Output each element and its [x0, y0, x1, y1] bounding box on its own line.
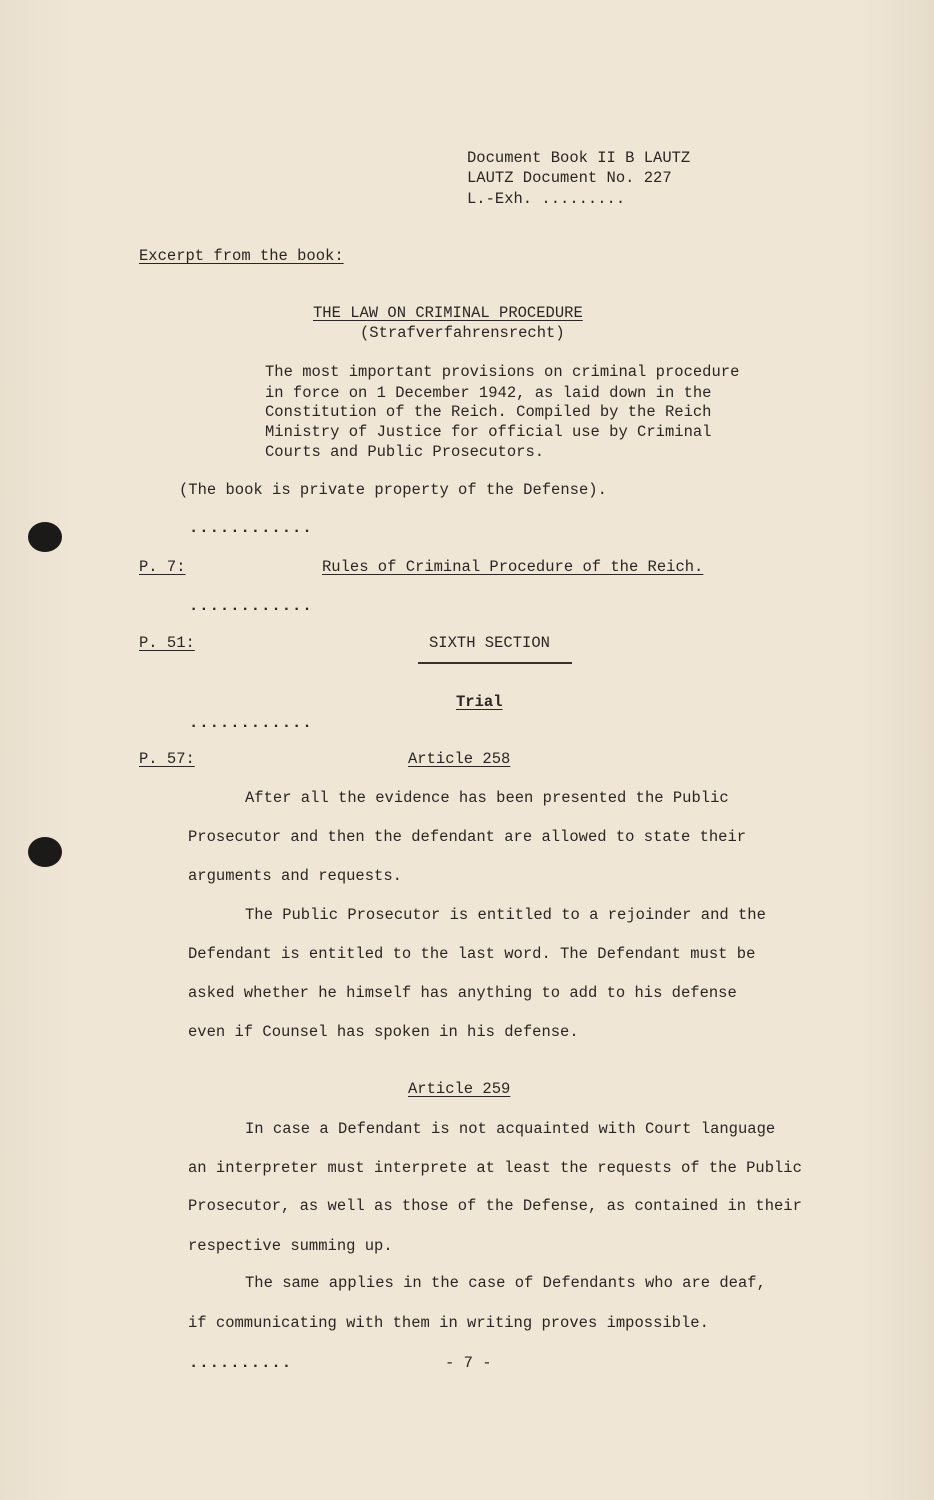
punch-hole-top [28, 522, 62, 552]
separator-dots: .......... [189, 1354, 293, 1372]
separator-dots: ............ [189, 519, 313, 537]
description-line: Ministry of Justice for official use by Criminal [265, 423, 712, 441]
page-ref-51: P. 51: [139, 634, 195, 652]
header-line-2: LAUTZ Document No. 227 [467, 169, 672, 187]
book-title: THE LAW ON CRIMINAL PROCEDURE [313, 304, 583, 322]
article-line: Defendant is entitled to the last word. The Defendant must be [188, 945, 756, 963]
article-line: respective summing up. [188, 1237, 393, 1255]
section-underline [418, 662, 572, 664]
article-line: even if Counsel has spoken in his defense. [188, 1023, 579, 1041]
article-line: The Public Prosecutor is entitled to a rejoinder and the [245, 906, 766, 924]
page-ref-7: P. 7: [139, 558, 186, 576]
header-line-1: Document Book II B LAUTZ [467, 149, 691, 167]
article-259-heading: Article 259 [408, 1080, 511, 1098]
article-line: In case a Defendant is not acquainted with Court language [245, 1120, 776, 1138]
article-line: if communicating with them in writing proves impossible. [188, 1314, 709, 1332]
rules-heading: Rules of Criminal Procedure of the Reich. [322, 558, 704, 576]
article-258-heading: Article 258 [408, 750, 511, 768]
excerpt-label: Excerpt from the book: [139, 247, 344, 265]
sixth-section-heading: SIXTH SECTION [429, 634, 550, 652]
book-subtitle: (Strafverfahrensrecht) [360, 324, 565, 342]
article-line: The same applies in the case of Defendants who are deaf, [245, 1274, 766, 1292]
article-line: Prosecutor and then the defendant are allowed to state their [188, 828, 747, 846]
description-line: Constitution of the Reich. Compiled by the Reich [265, 403, 712, 421]
description-line: in force on 1 December 1942, as laid down in the [265, 384, 712, 402]
article-line: Prosecutor, as well as those of the Defense, as contained in their [188, 1197, 802, 1215]
article-line: arguments and requests. [188, 867, 402, 885]
page-ref-57: P. 57: [139, 750, 195, 768]
page-number: - 7 - [445, 1354, 492, 1372]
separator-dots: ............ [189, 597, 313, 615]
article-line: After all the evidence has been presented the Public [245, 789, 729, 807]
article-line: asked whether he himself has anything to add to his defense [188, 984, 737, 1002]
header-line-3: L.-Exh. ......... [467, 190, 626, 208]
punch-hole-bottom [28, 837, 62, 867]
separator-dots: ............ [189, 714, 313, 732]
trial-heading: Trial [456, 693, 503, 711]
description-line: Courts and Public Prosecutors. [265, 443, 545, 461]
ownership-note: (The book is private property of the Defense). [179, 481, 607, 499]
article-line: an interpreter must interprete at least the requests of the Public [188, 1159, 802, 1177]
description-line: The most important provisions on criminal procedure [265, 363, 740, 381]
